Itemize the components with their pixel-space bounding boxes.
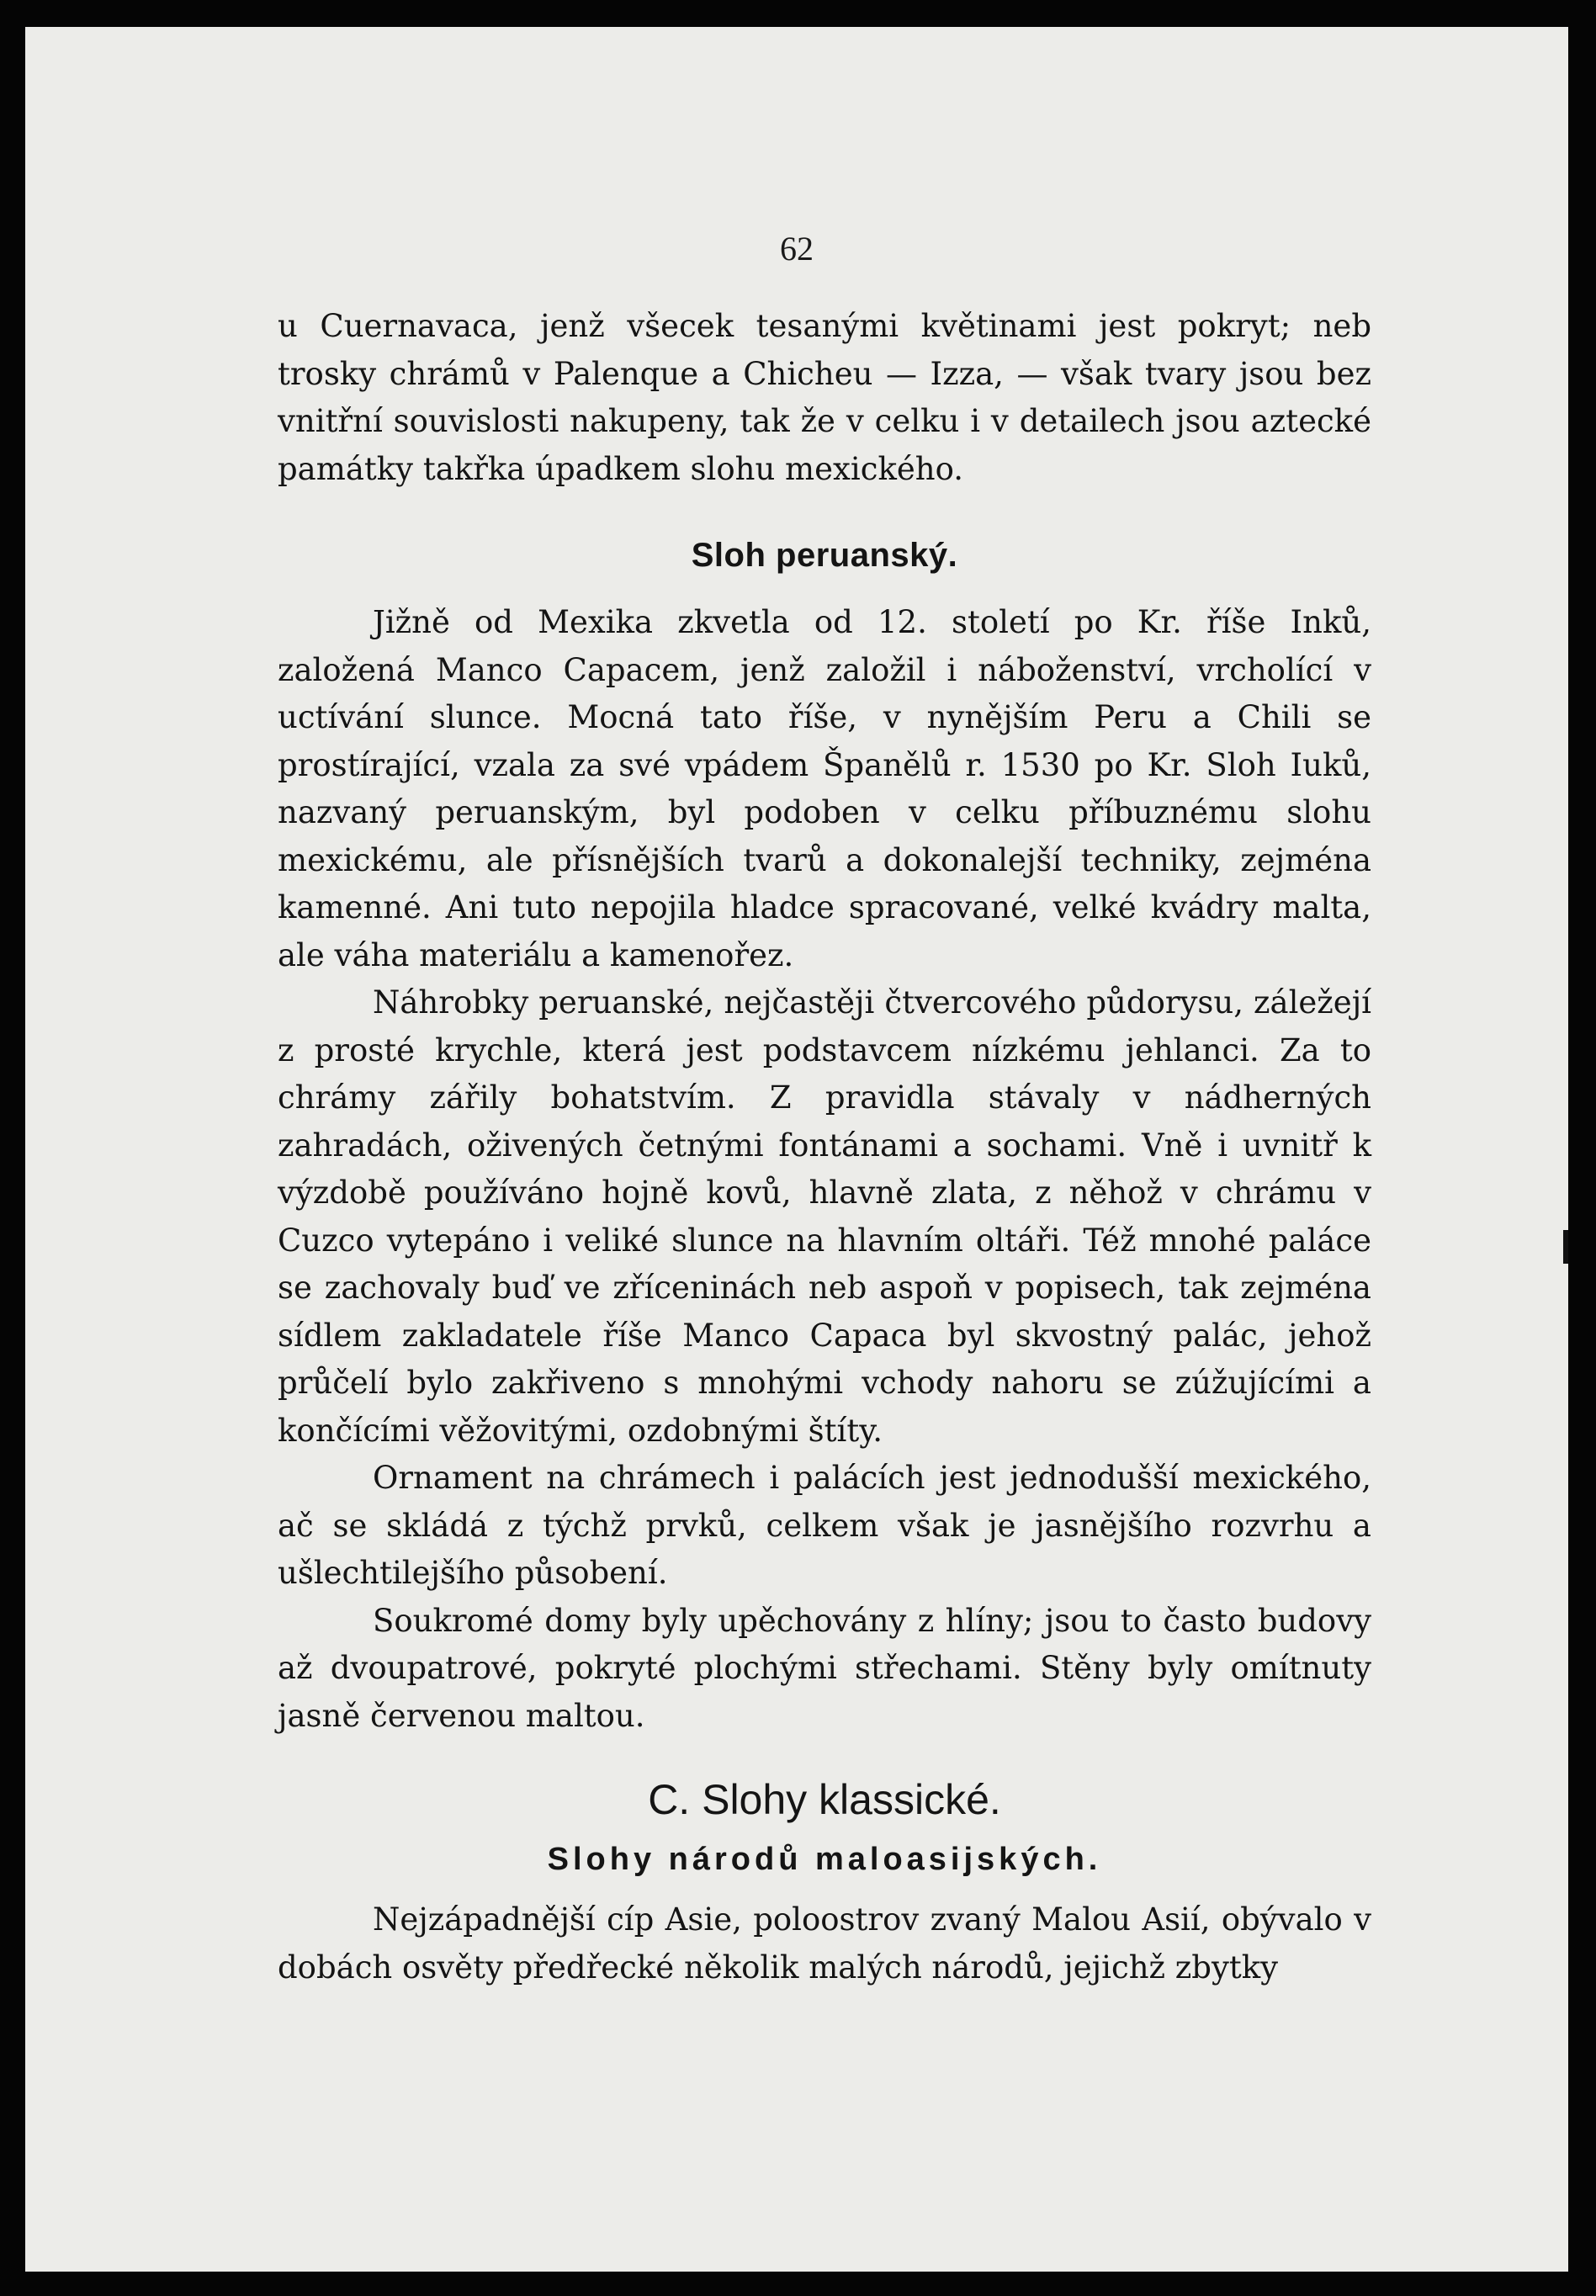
- page-text: [278, 303, 1371, 1991]
- paragraph-intro: u Cuernavaca, jenž všecek tesanými květinami jest pokryt; neb trosky chrámů v Palenque a Chicheu — Izza, — však tvary jsou bez vnitřní souvislosti nakupeny, tak že v celku i v detailech jsou aztecké památky takřka úpadkem slohu mexického.: [278, 308, 1371, 487]
- scanned-page: [25, 27, 1568, 2272]
- page-number: 62: [780, 230, 814, 268]
- paragraph: Nejzápadnější cíp Asie, poloostrov zvaný Malou Asií, obývalo v dobách osvěty předřecké několik malých národů, jejichž zbytky: [278, 1901, 1371, 1986]
- scan-edge-mark: [1563, 1230, 1568, 1264]
- heading-peruan-style: Sloh peruanský.: [691, 537, 958, 574]
- paragraph: Náhrobky peruanské, nejčastěji čtvercového půdorysu, záležejí z prosté krychle, která jest podstavcem nízkému jehlanci. Za to chrámy zářily bohatstvím. Z pravidla stávaly v nádherných zahradách, oživených četnými fontánami a sochami. Vně i uvnitř k výzdobě používáno hojně kovů, hlavně zlata, z něhož v chrámu v Cuzco vytepáno i veliké slunce na hlavním oltáři. Též mnohé paláce se zachovaly buď ve zříceninách neb aspoň v popisech, tak zejména sídlem zakladatele říše Manco Capaca byl skvostný palác, jehož průčelí bylo zakřiveno s mnohými vchody nahoru se zúžujícími a končícími věžovitými, ozdobnými štíty.: [278, 984, 1371, 1449]
- paragraph: Ornament na chrámech i palácích jest jednodušší mexického, ač se skládá z týchž prvků, celkem však je jasnějšího rozvrhu a ušlechtilejšího působení.: [278, 1460, 1371, 1591]
- paragraph: Jižně od Mexika zkvetla od 12. století po Kr. říše Inků, založená Manco Capacem, jenž založil i náboženství, vrcholící v uctívání slunce. Mocná tato říše, v nynějším Peru a Chili se prostírající, vzala za své vpádem Španělů r. 1530 po Kr. Sloh Iuků, nazvaný peruanským, byl podoben v celku příbuznému slohu mexickému, ale přísnějších tvarů a dokonalejší techniky, zejména kamenné. Ani tuto nepojila hladce spracované, velké kvádry malta, ale váha materiálu a kamenořez.: [278, 604, 1371, 973]
- heading-subsection-asia-minor: Slohy národů maloasijských.: [547, 1842, 1102, 1877]
- heading-section-classical: C. Slohy klassické.: [648, 1776, 1001, 1823]
- paragraph: Soukromé domy byly upěchovány z hlíny; jsou to často budovy až dvoupatrové, pokryté plochými střechami. Stěny byly omítnuty jasně červenou maltou.: [278, 1602, 1371, 1734]
